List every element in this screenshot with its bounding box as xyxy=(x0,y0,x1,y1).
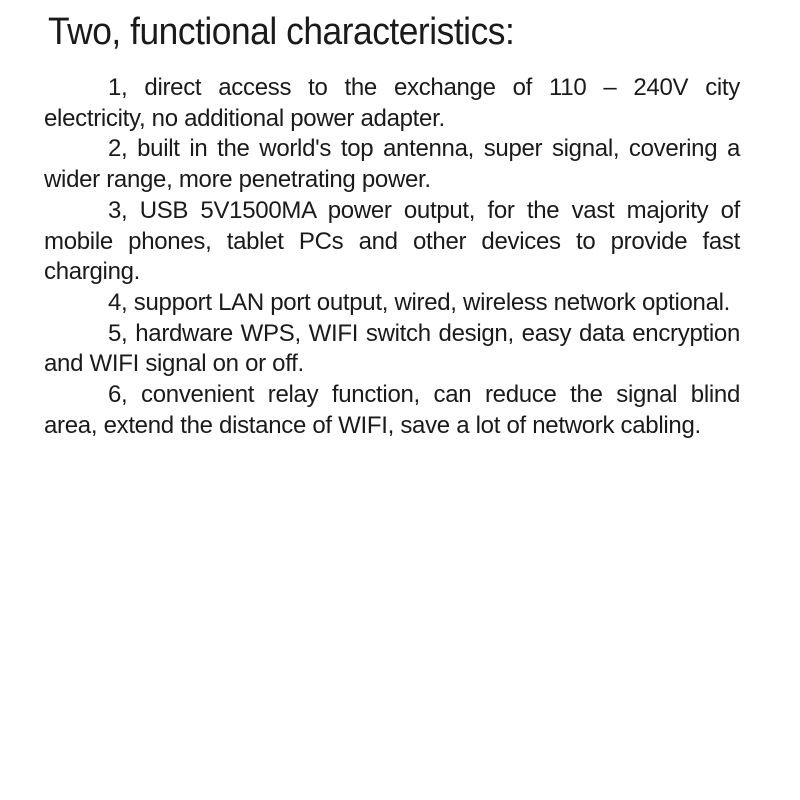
feature-item-5: 5, hardware WPS, WIFI switch design, easy data encryption and WIFI signal on or off. xyxy=(44,319,740,378)
feature-item-3: 3, USB 5V1500MA power output, for the vast majority of mobile phones, tablet PCs and other devices to provide fast charging. xyxy=(44,196,740,286)
feature-item-2: 2, built in the world's top antenna, super signal, covering a wider range, more penetrating power. xyxy=(44,135,740,194)
section-heading: Two, functional characteristics: xyxy=(48,11,515,53)
feature-item-1: 1, direct access to the exchange of 110 – 240V city electricity, no additional power adapter. xyxy=(44,74,740,132)
feature-item-4: 4, support LAN port output, wired, wireless network optional. xyxy=(108,288,731,316)
feature-item-6: 6, convenient relay function, can reduce the signal blind area, extend the distance of WIFI, save a lot of network cabling. xyxy=(44,381,740,439)
feature-list xyxy=(44,73,740,441)
